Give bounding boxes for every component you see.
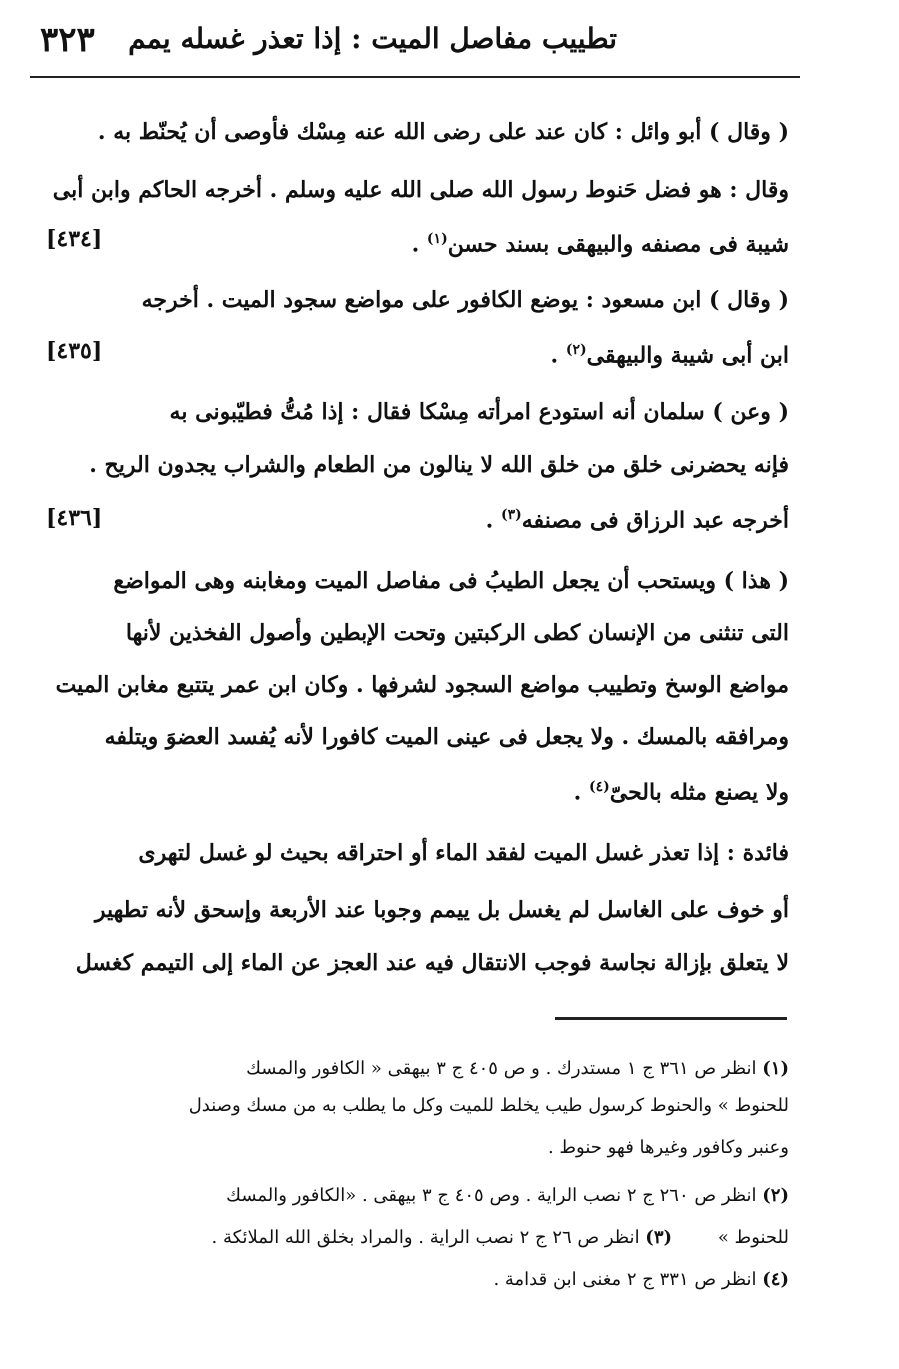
body-line-13: ولا يصنع مثله بالحىّ$^{(٤)}$ . bbox=[573, 779, 789, 806]
body-line-12: ومرافقه بالمسك . ولا يجعل فى عينى الميت كافورا لأنه يُفسد العضوَ ويتلفه bbox=[104, 724, 789, 750]
body-line-6: ( وعن ) سلمان أنه استودع امرأته مِسْكا فقال : إذا مُتُّ فطيّبونى به bbox=[169, 399, 789, 425]
body-line-4: ( وقال ) ابن مسعود : يوضع الكافور على مواضع سجود الميت . أخرجه bbox=[141, 287, 789, 313]
hadith-number: [٤٣٤] bbox=[46, 226, 103, 252]
hadith-number: [٤٣٦] bbox=[46, 505, 103, 531]
footnote-marker: (٢) bbox=[565, 342, 587, 358]
body-line-9: ( هذا ) ويستحب أن يجعل الطيبُ فى مفاصل الميت ومغابنه وهى المواضع bbox=[113, 568, 789, 594]
footnote-marker: (٣) bbox=[500, 507, 522, 523]
hadith-number: [٤٣٥] bbox=[46, 338, 103, 364]
footnote-marker: (٤) bbox=[588, 779, 610, 795]
footnote-marker: (١) bbox=[426, 231, 448, 247]
body-line-1: ( وقال ) أبو وائل : كان عند على رضى الله عنه مِسْك فأوصى أن يُحنّط به . bbox=[97, 119, 789, 145]
body-line-7: فإنه يحضرنى خلق من خلق الله لا ينالون من الطعام والشراب يجدون الريح . bbox=[89, 452, 789, 478]
footnote-3: انظر ص ٢٦ ج ٢ نصب الراية . والمراد بخلق الله الملائكة . bbox=[211, 1227, 646, 1248]
body-line-8: أخرجه عبد الرزاق فى مصنفه$^{(٣)}$ . bbox=[485, 507, 789, 534]
footnote-2: (٢) انظر ص ٢٦٠ ج ٢ نصب الراية . وص ٤٠٥ ج ٣ بيهقى . «الكافور والمسك bbox=[226, 1185, 789, 1206]
running-header-title: تطييب مفاصل الميت : إذا تعذر غسله يمم bbox=[128, 22, 617, 55]
body-line-16: لا يتعلق بإزالة نجاسة فوجب الانتقال فيه عند العجز عن الماء إلى التيمم كغسل bbox=[75, 950, 789, 976]
footnote-divider bbox=[555, 1017, 787, 1020]
body-line-15: أو خوف على الغاسل لم يغسل بل ييمم وجوبا عند الأربعة وإسحق لأنه تطهير bbox=[94, 897, 789, 923]
body-line-14: فائدة : إذا تعذر غسل الميت لفقد الماء أو احتراقه بحيث لو غسل لتهرى bbox=[138, 840, 789, 866]
footnote-1-cont: للحنوط » والحنوط كرسول طيب يخلط للميت وكل ما يطلب به من مسك وصندل bbox=[188, 1095, 789, 1116]
body-line-2: وقال : هو فضل حَنوط رسول الله صلى الله عليه وسلم . أخرجه الحاكم وابن أبى bbox=[52, 177, 789, 203]
body-line-5: ابن أبى شيبة والبيهقى$^{(٢)}$ . bbox=[550, 342, 789, 369]
body-line-3: شيبة فى مصنفه والبيهقى بسند حسن$^{(١)}$ . bbox=[411, 231, 789, 258]
body-line-10: التى تنثنى من الإنسان كطى الركبتين وتحت الإبطين وأصول الفخذين لأنها bbox=[125, 620, 789, 646]
footnote-2-3-line: للحنوط » (٣) انظر ص ٢٦ ج ٢ نصب الراية . والمراد بخلق الله الملائكة . bbox=[211, 1227, 789, 1248]
body-line-11: مواضع الوسخ وتطييب مواضع السجود لشرفها . وكان ابن عمر يتتبع مغابن الميت bbox=[55, 672, 789, 698]
page-number: ٣٢٣ bbox=[40, 20, 95, 60]
footnote-3-marker: (٣) bbox=[645, 1227, 673, 1248]
footnote-1-cont: وعنبر وكافور وغيرها فهو حنوط . bbox=[547, 1137, 789, 1158]
footnote-4: (٤) انظر ص ٣٣١ ج ٢ مغنى ابن قدامة . bbox=[493, 1269, 789, 1290]
header-divider bbox=[30, 76, 800, 78]
footnote-1: (١) انظر ص ٣٦١ ج ١ مستدرك . و ص ٤٠٥ ج ٣ بيهقى « الكافور والمسك bbox=[246, 1058, 789, 1079]
